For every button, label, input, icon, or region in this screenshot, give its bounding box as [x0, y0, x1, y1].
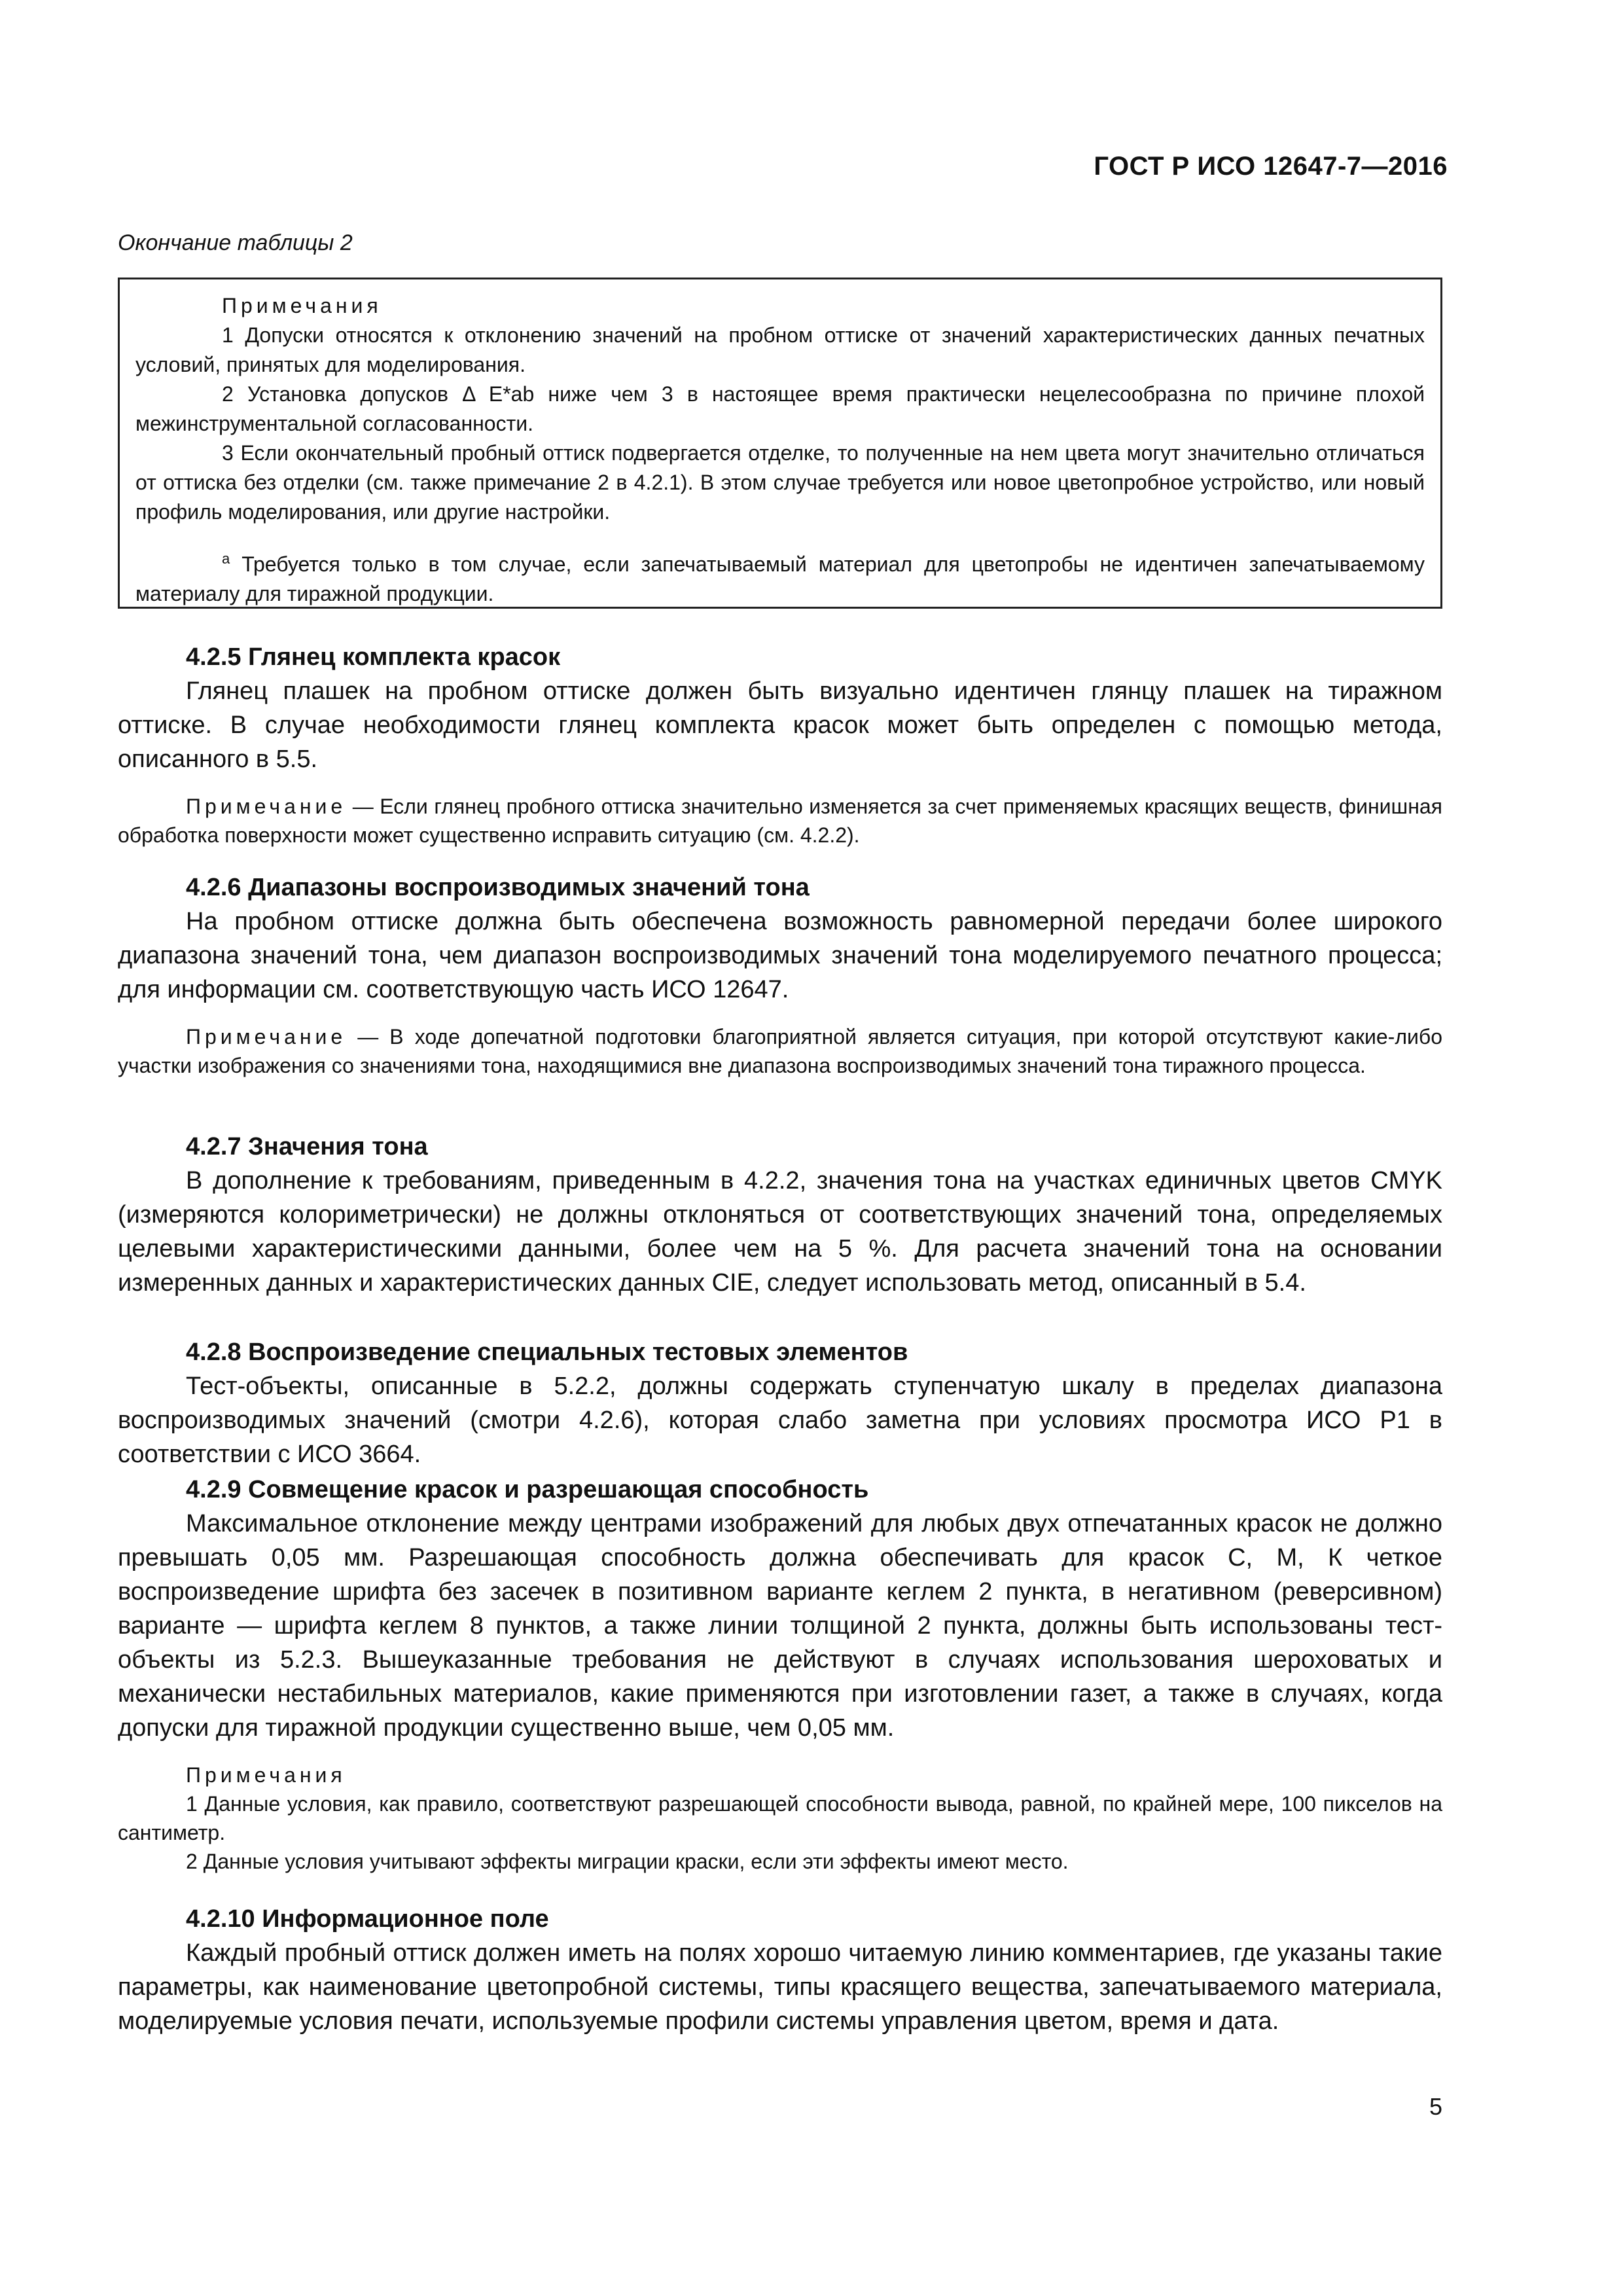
footnote-text: Требуется только в том случае, если запечатываемый материал для цветопробы не идентичен запечатываемому материалу для тиражной продукции.	[135, 552, 1425, 605]
notes-heading: Примечания	[186, 1763, 346, 1787]
section-4-2-10	[118, 1902, 1442, 2038]
section-heading: 4.2.7 Значения тона	[186, 1133, 428, 1160]
section-text: Каждый пробный оттиск должен иметь на полях хорошо читаемую линию комментариев, где указаны такие параметры, как наименование цветопробной системы, типы красящего вещества, запечатываемого материала, моделируемые условия печати, используемые профили системы управления цветом, время и дата.	[118, 1939, 1442, 2035]
table-notes-box	[118, 278, 1442, 609]
note-label: Примечание	[186, 1025, 347, 1049]
section-note	[118, 792, 1442, 850]
section-heading: 4.2.8 Воспроизведение специальных тестовых элементов	[186, 1338, 908, 1366]
note-text: — В ходе допечатной подготовки благоприятной является ситуация, при которой отсутствуют какие-либо участки изображения со значениями тона, находящимися вне диапазона воспроизводимых значений тона тиражного процесса.	[118, 1025, 1443, 1077]
section-heading: 4.2.10 Информационное поле	[186, 1905, 549, 1933]
section-text: На пробном оттиске должна быть обеспечена возможность равномерной передачи более широкого диапазона значений тона, чем диапазон воспроизводимых значений тона моделируемого печатного процесса; для информации см. соответствующую часть ИСО 12647.	[118, 908, 1442, 1003]
section-4-2-9	[118, 1473, 1442, 1876]
footnote-mark: a	[222, 550, 230, 567]
section-text: Максимальное отклонение между центрами изображений для любых двух отпечатанных красок не должно превышать 0,05 мм. Разрешающая способность должна обеспечивать для красок С, М, К четкое воспроизведение шрифта без засечек в позитивном варианте кеглем 2 пункта, в негативном (реверсивном) варианте — шрифта кеглем 8 пунктов, а также линии толщиной 2 пункта, должны быть использованы тест-объекты из 5.2.3. Вышеуказанные требования не действуют в случаях использования шероховатых и механически нестабильных материалов, какие применяются при изготовлении газет, а также в случаях, когда допуски для тиражной продукции существенно выше, чем 0,05 мм.	[118, 1510, 1442, 1742]
table-note-1: 1 Допуски относятся к отклонению значений на пробном оттиске от значений характеристических данных печатных условий, принятых для моделирования.	[135, 323, 1425, 376]
table-footnote	[135, 537, 1425, 609]
section-heading: 4.2.9 Совмещение красок и разрешающая способность	[186, 1476, 869, 1503]
section-4-2-8	[118, 1335, 1442, 1471]
note-label: Примечание	[186, 795, 347, 818]
section-note-1: 1 Данные условия, как правило, соответствуют разрешающей способности вывода, равной, по крайней мере, 100 пикселов на сантиметр.	[118, 1792, 1442, 1844]
table-continuation-label: Окончание таблицы 2	[118, 230, 353, 255]
section-heading: 4.2.5 Глянец комплекта красок	[186, 643, 561, 671]
section-4-2-5	[118, 640, 1442, 850]
section-note	[118, 1022, 1442, 1080]
section-4-2-7	[118, 1130, 1442, 1300]
notes-heading: Примечания	[222, 294, 382, 317]
page-number: 5	[1429, 2093, 1442, 2120]
section-text: Тест-объекты, описанные в 5.2.2, должны содержать ступенчатую шкалу в пределах диапазона воспроизводимых значений (смотри 4.2.6), которая слабо заметна при условиях просмотра ИСО Р1 в соответствии с ИСО 3664.	[118, 1372, 1442, 1468]
section-note-2: 2 Данные условия учитывают эффекты миграции краски, если эти эффекты имеют место.	[186, 1850, 1069, 1873]
section-4-2-6	[118, 870, 1442, 1080]
table-note-3: 3 Если окончательный пробный оттиск подвергается отделке, то полученные на нем цвета могут значительно отличаться от оттиска без отделки (см. также примечание 2 в 4.2.1). В этом случае требуется или новое цветопробное устройство, или новый профиль моделирования, или другие настройки.	[135, 441, 1425, 524]
section-text: Глянец плашек на пробном оттиске должен быть визуально идентичен глянцу плашек на тиражном оттиске. В случае необходимости глянец комплекта красок может быть определен с помощью метода, описанного в 5.5.	[118, 677, 1442, 773]
note-text: — Если глянец пробного оттиска значительно изменяется за счет применяемых красящих веществ, финишная обработка поверхности может существенно исправить ситуацию (см. 4.2.2).	[118, 795, 1443, 847]
section-text: В дополнение к требованиям, приведенным в 4.2.2, значения тона на участках единичных цветов CMYK (измеряются колориметрически) не должны отклоняться от соответствующих значений тона, определяемых целевыми характеристическими данными, более чем на 5 %. Для расчета значений тона на основании измеренных данных и характеристических данных CIE, следует использовать метод, описанный в 5.4.	[118, 1167, 1442, 1297]
section-heading: 4.2.6 Диапазоны воспроизводимых значений тона	[186, 874, 810, 901]
document-id-header: ГОСТ Р ИСО 12647-7—2016	[1094, 152, 1448, 181]
table-note-2: 2 Установка допусков Δ E*ab ниже чем 3 в настоящее время практически нецелесообразна по причине плохой межинструментальной согласованности.	[135, 382, 1425, 435]
